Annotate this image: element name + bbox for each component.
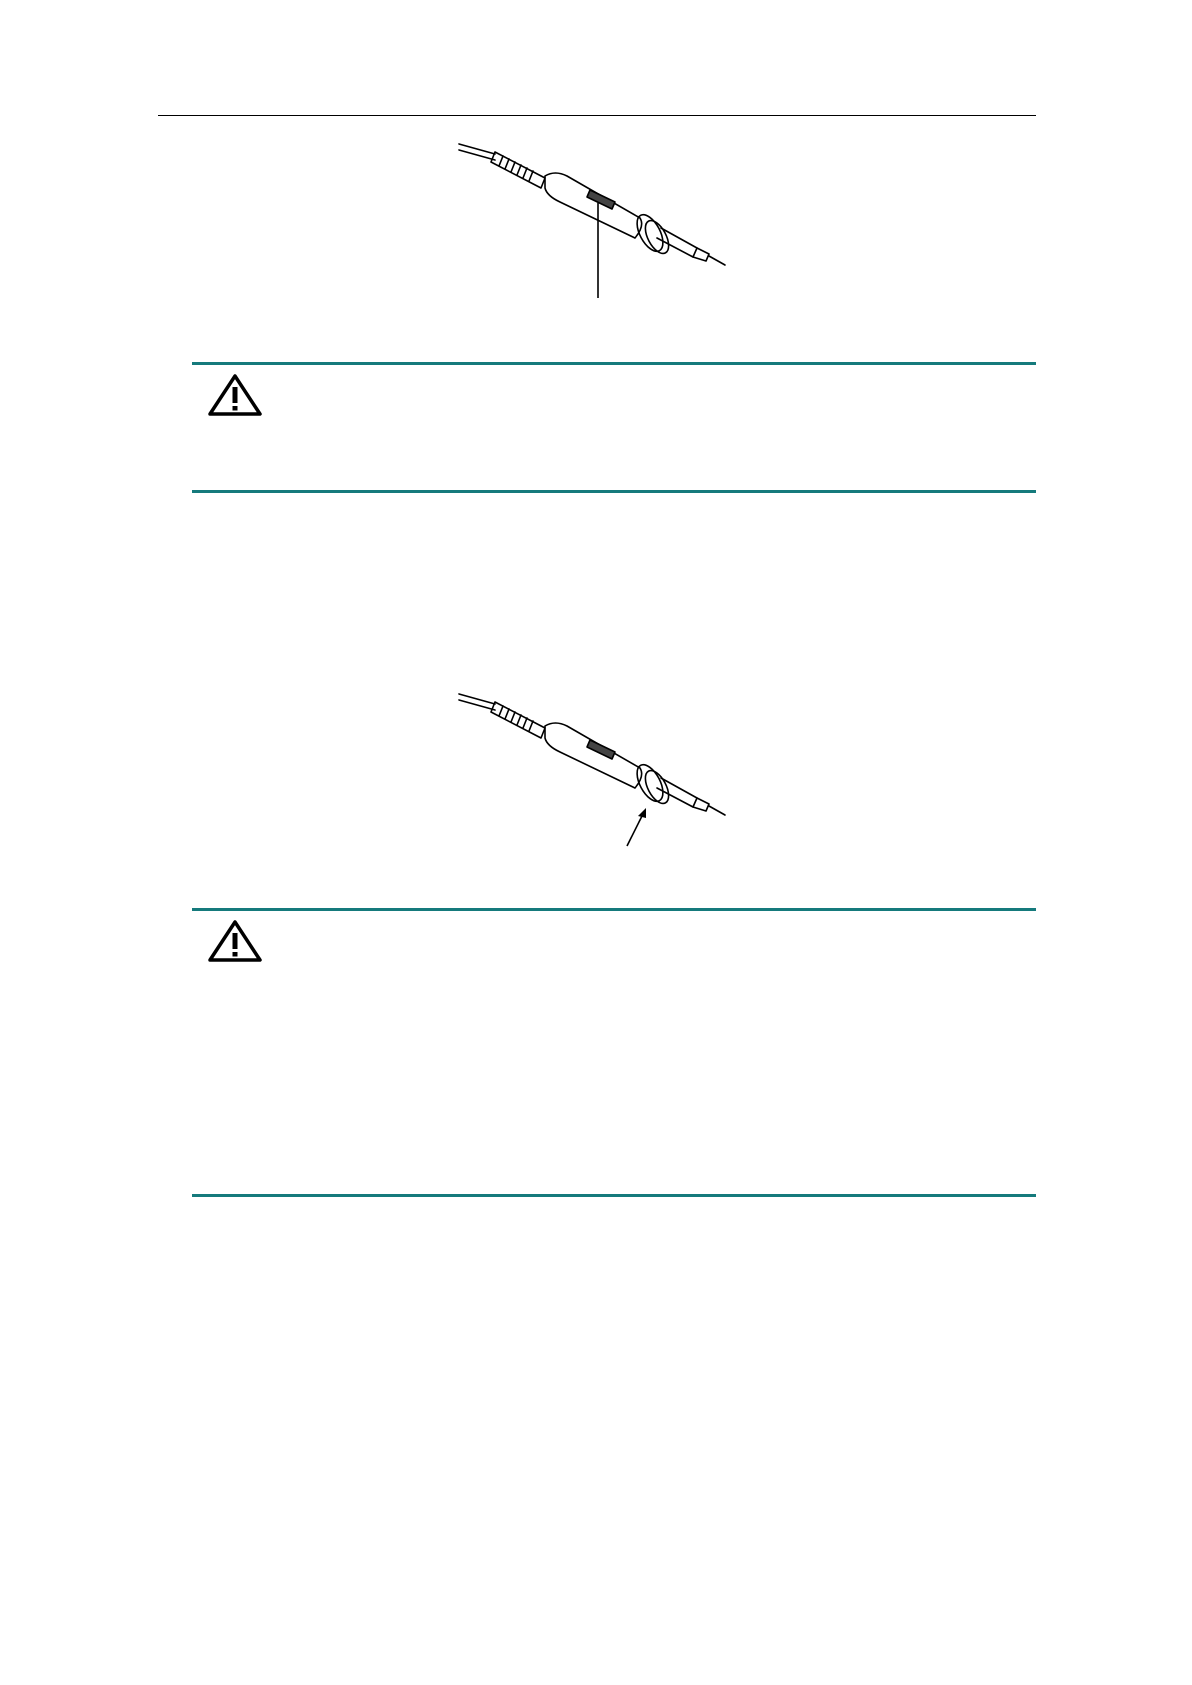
- warning-bottom-rule: [192, 1194, 1036, 1197]
- warning-top-rule: [192, 908, 1036, 911]
- warning-bottom-rule: [192, 490, 1036, 493]
- header-rule: [158, 115, 1036, 116]
- probe-finger-guard-figure: [455, 680, 735, 855]
- warning-top-rule: [192, 362, 1036, 365]
- warning-triangle-icon: [207, 373, 263, 417]
- warning-triangle-icon: [207, 919, 263, 963]
- probe-switch-figure: [455, 130, 735, 305]
